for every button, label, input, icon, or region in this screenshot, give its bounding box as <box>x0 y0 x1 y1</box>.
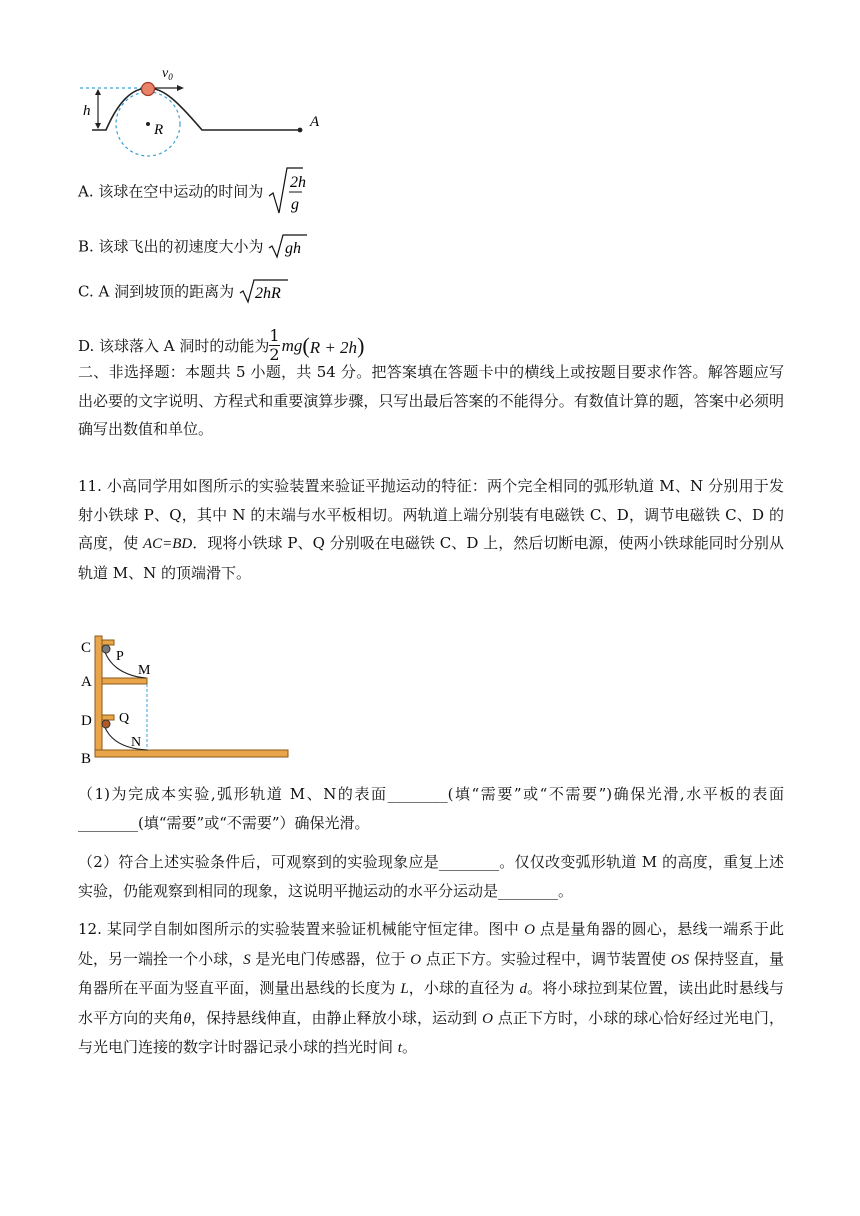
option-b <box>78 233 308 259</box>
velocity-arrow-head <box>177 85 184 91</box>
label-Q: Q <box>119 711 130 726</box>
option-d-paren-content: R + 2h <box>309 337 358 357</box>
option-a <box>78 166 307 216</box>
label-N: N <box>131 735 142 750</box>
q12-text-9: 点正下方时，小球的球心恰好经过光电门，与光电门连接的数字计时器记录小球的挡光时间 <box>78 1008 784 1056</box>
v0-label: $v_0$ <box>162 66 173 82</box>
option-a-radical <box>268 166 307 216</box>
question-11-part-1: （1)为完成本实验,弧形轨道 M、N的表面________(填“需要”或“不需要”)确保光滑,水平板的表面________(填“需要”或“不需要”）确保光滑。 <box>78 785 784 832</box>
option-c-radical <box>239 278 289 304</box>
hill-ground-line <box>92 88 300 130</box>
ball-Q <box>102 720 110 728</box>
center-dot <box>146 122 150 126</box>
projectile-hill-figure <box>78 62 338 154</box>
option-b-radical <box>268 233 308 259</box>
option-a-num: 2h <box>290 174 307 191</box>
option-d-num: 1 <box>269 326 280 345</box>
q11-text-2: ．现将小铁球 P、Q 分别吸在电磁铁 C、D 上，然后切断电源，使两小铁球能同时分别从轨道 M、N 的顶端滑下。 <box>78 534 784 582</box>
R-label: R <box>154 122 164 138</box>
option-b-text: B. 该球飞出的初速度大小为 <box>78 237 264 256</box>
q12-S: S <box>243 951 251 968</box>
q12-d: d <box>519 981 527 997</box>
label-A: A <box>81 674 92 690</box>
ball <box>142 83 155 96</box>
option-a-den: g <box>291 196 300 213</box>
magnet-D <box>102 715 114 720</box>
option-d-text: D. 该球落入 A 洞时的动能为 <box>78 337 270 355</box>
option-a-text: A. 该球在空中运动的时间为 <box>78 182 264 201</box>
q12-text-4: 点正下方。实验过程中，调节装置使 <box>421 949 671 968</box>
shelf-A <box>102 678 147 684</box>
option-c-text: C. A 洞到坡顶的距离为 <box>78 282 235 301</box>
question-11-part-2: （2）符合上述实验条件后，可观察到的实验现象应是________。仅仅改变弧形轨道 M 的高度，重复上述实验，仍能观察到相同的现象，这说明平抛运动的水平分运动是________。 <box>78 853 784 900</box>
vertical-post <box>95 636 102 756</box>
height-arrow-head-bottom <box>95 123 101 129</box>
label-P: P <box>116 649 124 664</box>
q12-text-7: 。将小球拉到某位置，读出此时悬线与水平方向的夹角 <box>78 979 784 1027</box>
h-label: h <box>83 103 91 119</box>
hole-A-dot <box>298 128 303 133</box>
q12-O-3: O <box>482 1010 493 1027</box>
q12-text-8: ，保持悬线伸直，由静止释放小球，运动到 <box>190 1008 483 1027</box>
label-M: M <box>138 663 151 678</box>
q11-text-1: 11. 小高同学用如图所示的实验装置来验证平抛运动的特征：两个完全相同的弧形轨道 M、N 分别用于发射小铁球 P、Q，其中 N 的末端与水平板相切。两轨道上端分别装有电磁铁 C、D，调节电磁铁 C、D 的高度，使 <box>78 477 784 552</box>
q12-text-10: 。 <box>401 1038 417 1056</box>
q12-text-5: 保持竖直，量角器所在平面为竖直平面，测量出悬线的长度为 <box>78 949 784 997</box>
q12-text-6: ，小球的直径为 <box>408 979 520 997</box>
q12-text-1: 12. 某同学自制如图所示的实验装置来验证机械能守恒定律。图中 <box>78 920 525 938</box>
option-d-den: 2 <box>269 345 280 364</box>
question-12-stem <box>78 915 784 1063</box>
q12-theta: θ <box>183 1010 191 1027</box>
magnet-C <box>102 640 114 645</box>
height-arrow-head-top <box>95 89 101 95</box>
option-c <box>78 278 289 304</box>
question-11-stem <box>78 472 784 587</box>
ball-P <box>102 645 110 653</box>
horizontal-board <box>95 750 288 757</box>
q12-L: L <box>400 981 409 997</box>
section-2-instructions: 二、非选择题：本题共 5 小题，共 54 分。把答案填在答题卡中的横线上或按题目要求作答。解答题应写出必要的文字说明、方程式和重要演算步骤，只写出最后答案的不能得分。有数值计算的题，答案中必须明确写出数值和单位。 <box>78 363 784 438</box>
q12-O-1: O <box>524 922 535 938</box>
q12-O-2: O <box>410 951 422 968</box>
option-c-radicand: 2hR <box>254 285 281 302</box>
label-C: C <box>81 640 92 656</box>
option-d-expr: mg <box>281 335 303 355</box>
apparatus-figure <box>78 632 294 767</box>
A-label: A <box>310 114 320 130</box>
q12-OS: OS <box>670 951 690 968</box>
label-B: B <box>81 751 92 767</box>
q12-text-2: 点是量角器的圆心，悬线一端系于此处，另一端拴一个小球， <box>78 920 784 968</box>
option-b-radicand: gh <box>285 240 302 257</box>
option-d-paren: (R + 2h) <box>302 332 365 358</box>
label-D: D <box>81 713 92 729</box>
q12-t: t <box>397 1040 402 1056</box>
q11-equation: AC=BD <box>142 536 193 552</box>
q12-text-3: 是光电门传感器，位于 <box>250 949 411 968</box>
